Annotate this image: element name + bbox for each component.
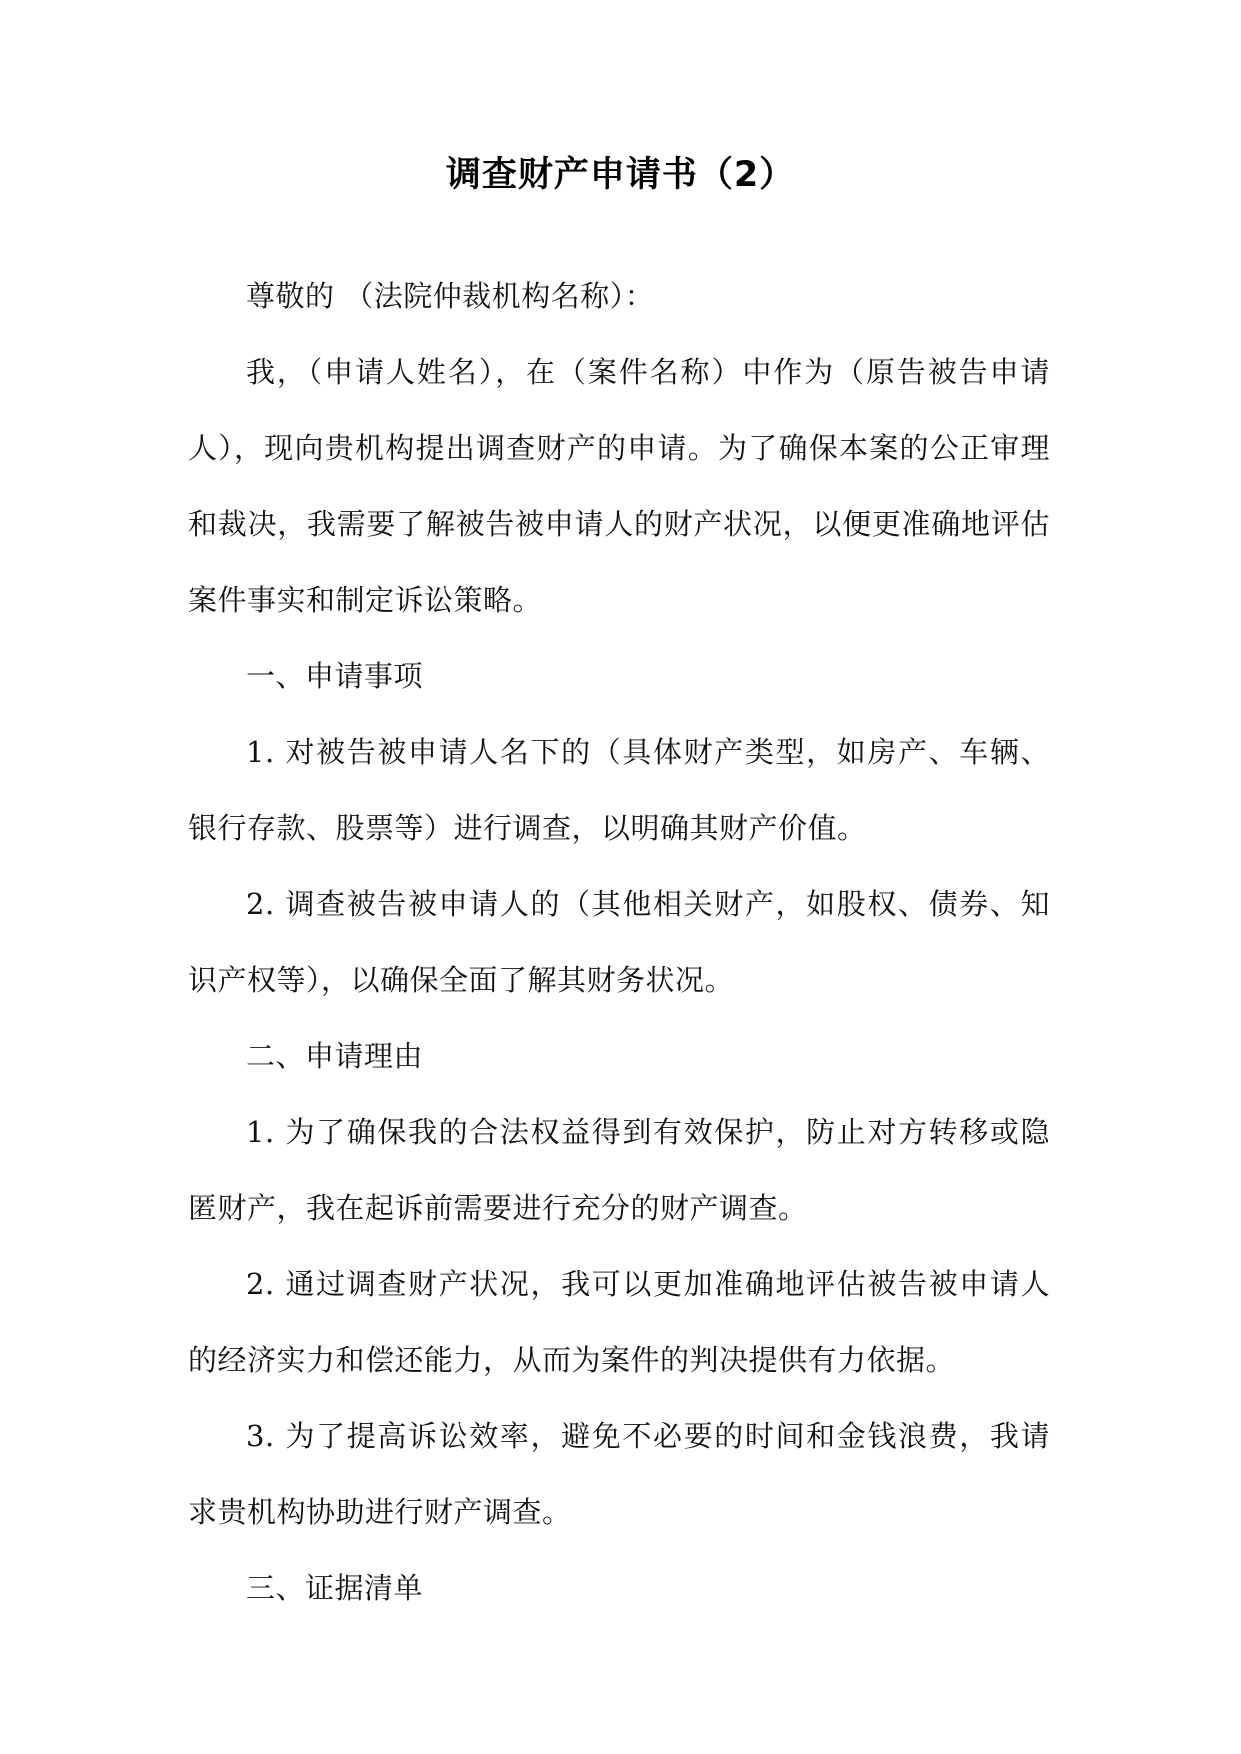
document-title: 调查财产申请书（2） bbox=[445, 155, 796, 195]
section-heading-application-items: 一、申请事项 bbox=[246, 659, 424, 693]
intro-paragraph: 我，（申请人姓名），在（案件名称）中作为（原告被告申请人），现向贵机构提出调查财产的申请。为了确保本案的公正审理和裁决，我需要了解被告被申请人的财产状况，以便更准确地评估案件事实和制定诉讼策略。 bbox=[188, 355, 1050, 617]
section-heading-reasons: 二、申请理由 bbox=[246, 1039, 424, 1073]
application-item-1: 1. 对被告被申请人名下的（具体财产类型，如房产、车辆、银行存款、股票等）进行调查，以明确其财产价值。 bbox=[188, 735, 1050, 845]
document-body bbox=[188, 258, 1050, 1626]
application-item-2: 2. 调查被告被申请人的（其他相关财产，如股权、债券、知识产权等），以确保全面了解其财务状况。 bbox=[188, 887, 1050, 997]
section-heading-evidence-list: 三、证据清单 bbox=[246, 1571, 424, 1605]
reason-item-2: 2. 通过调查财产状况，我可以更加准确地评估被告被申请人的经济实力和偿还能力，从而为案件的判决提供有力依据。 bbox=[188, 1267, 1050, 1377]
reason-item-3: 3. 为了提高诉讼效率，避免不必要的时间和金钱浪费，我请求贵机构协助进行财产调查。 bbox=[188, 1419, 1050, 1529]
salutation: 尊敬的 （法院仲裁机构名称）： bbox=[246, 279, 655, 313]
reason-item-1: 1. 为了确保我的合法权益得到有效保护，防止对方转移或隐匿财产，我在起诉前需要进行充分的财产调查。 bbox=[188, 1115, 1050, 1225]
